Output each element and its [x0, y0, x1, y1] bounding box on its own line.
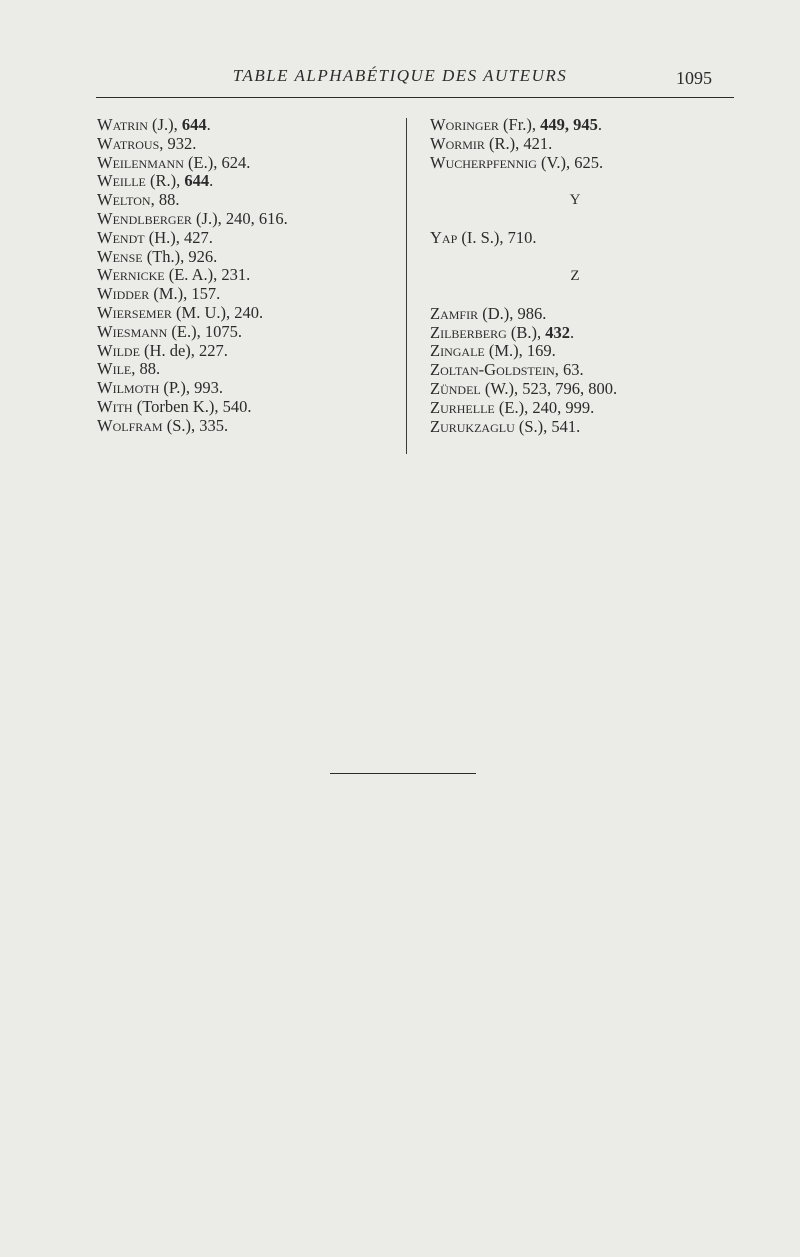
spacer	[430, 248, 760, 267]
author-reference: (I. S.), 710.	[457, 228, 537, 248]
author-name: Wendt	[97, 227, 145, 247]
index-entry	[430, 342, 760, 361]
author-name: Weilenmann	[97, 152, 184, 172]
index-entry	[430, 154, 760, 173]
index-entry	[430, 135, 760, 154]
author-name: Welton	[97, 190, 151, 210]
index-entry	[430, 229, 760, 248]
index-entry	[97, 154, 397, 173]
author-reference: , 932.	[159, 133, 197, 153]
author-reference: (S.), 541.	[514, 416, 581, 436]
index-entry	[430, 418, 760, 437]
author-name: Wolfram	[97, 415, 163, 435]
running-header-title: TABLE ALPHABÉTIQUE DES AUTEURS	[232, 66, 568, 85]
author-name: Woringer	[430, 115, 499, 134]
author-reference: (Torben K.), 540.	[132, 396, 252, 416]
author-reference: , 63.	[554, 360, 584, 380]
index-entry	[97, 210, 397, 229]
author-name: Wucherpfennig	[430, 152, 537, 172]
index-entry	[430, 361, 760, 380]
index-entry	[97, 135, 397, 154]
index-entry	[97, 229, 397, 248]
index-entry	[97, 360, 397, 379]
section-letter-z: Z	[570, 267, 580, 284]
author-name: Watrin	[97, 115, 148, 134]
author-name: Wiesmann	[97, 321, 168, 341]
author-reference: (M. U.), 240.	[171, 302, 264, 322]
author-reference: (B.),	[506, 322, 546, 342]
author-name: Wendlberger	[97, 208, 192, 228]
author-reference: , 88.	[131, 359, 161, 379]
author-reference: (H.), 427.	[144, 227, 213, 247]
author-name: Wormir	[430, 133, 485, 153]
author-reference: (S.), 335.	[162, 415, 229, 435]
author-reference: (P.), 993.	[159, 378, 223, 398]
index-entry	[430, 324, 760, 343]
entry-tail: .	[206, 115, 211, 134]
index-entry	[97, 342, 397, 361]
author-name: Zurukzaglu	[430, 416, 515, 436]
index-entry	[97, 248, 397, 267]
author-name: Zilberberg	[430, 322, 507, 342]
author-reference: (J.), 240, 616.	[191, 208, 288, 228]
index-entry	[97, 304, 397, 323]
author-reference: (E. A.), 231.	[164, 265, 251, 285]
right-column	[430, 116, 760, 436]
end-rule	[330, 773, 476, 774]
author-reference: (J.),	[147, 115, 182, 134]
index-entry	[97, 417, 397, 436]
bold-page-ref: 449, 945	[540, 115, 598, 134]
author-reference: (E.), 1075.	[167, 321, 242, 341]
index-entry	[430, 305, 760, 324]
index-entry	[97, 116, 397, 135]
author-reference: (Th.), 926.	[142, 246, 218, 266]
spacer	[430, 172, 760, 191]
entry-tail: .	[209, 171, 214, 191]
author-name: Zündel	[430, 378, 481, 398]
author-reference: (W.), 523, 796, 800.	[480, 378, 618, 398]
author-name: Widder	[97, 284, 150, 304]
author-reference: (R.),	[145, 171, 185, 191]
bold-page-ref: 644	[184, 171, 210, 191]
page-number: 1095	[676, 68, 712, 88]
index-entry	[97, 172, 397, 191]
spacer	[430, 210, 760, 229]
author-name: Zoltan-Goldstein	[430, 360, 555, 380]
index-entry	[97, 398, 397, 417]
author-reference: (R.), 421.	[484, 133, 553, 153]
author-reference: , 88.	[150, 190, 180, 210]
author-name: Wilmoth	[97, 378, 160, 398]
index-entry	[97, 191, 397, 210]
left-column	[97, 116, 397, 436]
spacer	[430, 286, 760, 305]
author-reference: (V.), 625.	[536, 152, 604, 172]
entry-tail: .	[570, 322, 575, 342]
author-reference: (D.), 986.	[478, 303, 547, 323]
index-entry	[97, 379, 397, 398]
author-name: Wiersemer	[97, 302, 172, 322]
header-rule	[96, 97, 734, 98]
section-letter-y: Y	[569, 192, 581, 209]
column-divider	[406, 118, 407, 454]
author-name: Zamfir	[430, 303, 479, 323]
index-entry	[97, 323, 397, 342]
author-reference: (Fr.),	[498, 115, 541, 134]
author-name: Wernicke	[97, 265, 165, 285]
index-entry	[430, 380, 760, 399]
index-entry	[430, 116, 760, 135]
author-name: Yap	[430, 228, 458, 248]
author-name: Wense	[97, 246, 143, 266]
author-name: Watrous	[97, 133, 160, 153]
entry-tail: .	[597, 115, 603, 134]
author-reference: (E.), 240, 999.	[494, 397, 595, 417]
author-name: With	[97, 396, 133, 416]
author-reference: (M.), 169.	[484, 341, 556, 361]
index-entry	[97, 285, 397, 304]
author-reference: (E.), 624.	[183, 152, 251, 172]
bold-page-ref: 432	[545, 322, 570, 342]
author-name: Wile	[97, 359, 132, 379]
author-reference: (H. de), 227.	[139, 340, 228, 360]
bold-page-ref: 644	[181, 115, 207, 134]
author-reference: (M.), 157.	[149, 284, 221, 304]
index-entry	[430, 399, 760, 418]
author-name: Zurhelle	[430, 397, 495, 417]
author-name: Zingale	[430, 341, 485, 361]
index-entry	[97, 266, 397, 285]
author-name: Wilde	[97, 340, 140, 360]
author-name: Weille	[97, 171, 146, 191]
